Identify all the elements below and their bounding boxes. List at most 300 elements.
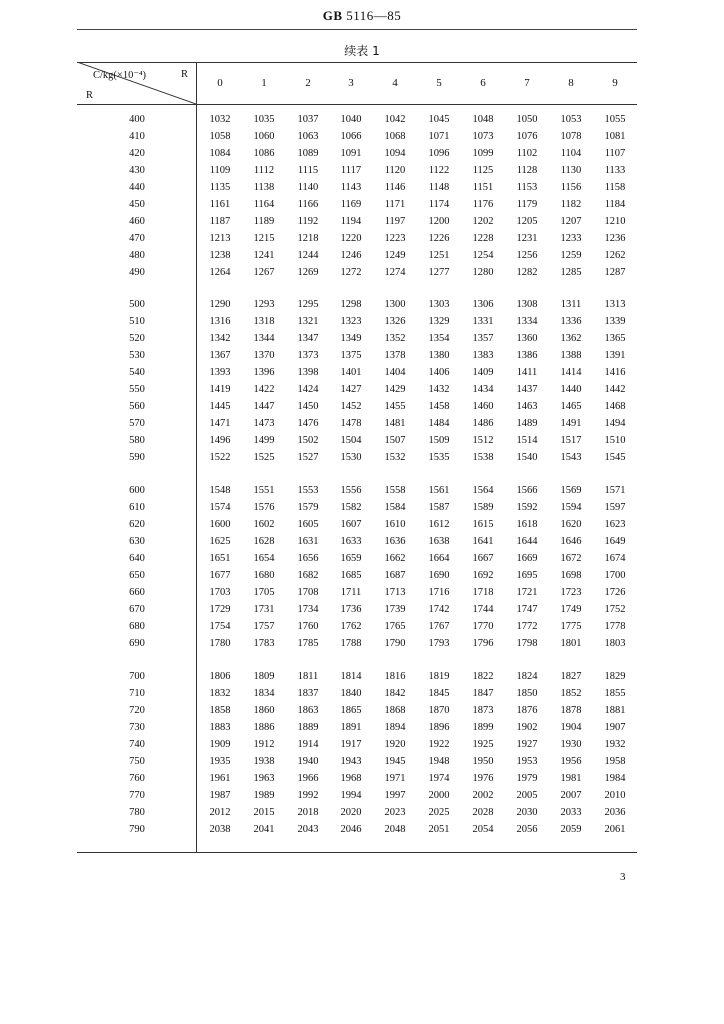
table-cell: 2028	[472, 807, 494, 818]
table-cell: 1419	[209, 384, 231, 395]
table-cell: 1948	[428, 756, 450, 767]
table-cell: 1437	[516, 384, 538, 395]
table-cell: 1329	[428, 316, 450, 327]
table-cell: 1210	[604, 216, 626, 227]
stub-divider	[196, 62, 197, 853]
table-cell: 1166	[297, 199, 319, 210]
table-cell: 1680	[253, 570, 275, 581]
table-cell: 1814	[340, 671, 362, 682]
column-header: 5	[436, 77, 442, 89]
table-cell: 1084	[209, 148, 231, 159]
table-cell: 1427	[340, 384, 362, 395]
row-label: 510	[129, 316, 145, 327]
table-cell: 1834	[253, 688, 275, 699]
table-cell: 1347	[297, 333, 319, 344]
table-cell: 1870	[428, 705, 450, 716]
table-cell: 1858	[209, 705, 231, 716]
table-cell: 1896	[428, 722, 450, 733]
table-cell: 1393	[209, 367, 231, 378]
conversion-table	[77, 62, 637, 853]
table-cell: 1636	[384, 536, 406, 547]
table-cell: 1499	[253, 435, 275, 446]
table-cell: 1894	[384, 722, 406, 733]
table-cell: 1553	[297, 485, 319, 496]
table-cell: 1050	[516, 114, 538, 125]
row-label: 700	[129, 671, 145, 682]
table-cell: 1971	[384, 773, 406, 784]
table-cell: 1865	[340, 705, 362, 716]
table-cell: 1517	[560, 435, 582, 446]
row-label: 590	[129, 452, 145, 463]
table-cell: 1760	[297, 621, 319, 632]
table-cell: 2020	[340, 807, 362, 818]
table-cell: 1099	[472, 148, 494, 159]
table-cell: 2056	[516, 824, 538, 835]
row-label: 620	[129, 519, 145, 530]
table-cell: 1963	[253, 773, 275, 784]
table-cell: 1342	[209, 333, 231, 344]
table-cell: 1981	[560, 773, 582, 784]
table-cell: 1532	[384, 452, 406, 463]
standard-code	[0, 8, 724, 24]
table-cell: 1228	[472, 233, 494, 244]
table-cell: 2041	[253, 824, 275, 835]
column-header: 6	[480, 77, 486, 89]
table-cell: 1605	[297, 519, 319, 530]
table-cell: 1422	[253, 384, 275, 395]
table-cell: 1767	[428, 621, 450, 632]
table-cell: 1370	[253, 350, 275, 361]
table-cell: 1383	[472, 350, 494, 361]
table-cell: 1754	[209, 621, 231, 632]
table-cell: 1594	[560, 502, 582, 513]
table-cell: 1476	[297, 418, 319, 429]
table-cell: 1822	[472, 671, 494, 682]
table-cell: 1711	[340, 587, 362, 598]
row-label: 710	[129, 688, 145, 699]
table-cell: 1589	[472, 502, 494, 513]
row-label: 470	[129, 233, 145, 244]
table-cell: 1192	[297, 216, 319, 227]
table-cell: 1829	[604, 671, 626, 682]
table-cell: 1303	[428, 299, 450, 310]
table-cell: 1803	[604, 638, 626, 649]
table-cell: 1362	[560, 333, 582, 344]
table-cell: 2036	[604, 807, 626, 818]
table-cell: 1055	[604, 114, 626, 125]
table-cell: 1360	[516, 333, 538, 344]
table-cell: 1852	[560, 688, 582, 699]
corner-header	[77, 62, 196, 104]
table-cell: 2023	[384, 807, 406, 818]
table-cell: 1321	[297, 316, 319, 327]
table-cell: 1904	[560, 722, 582, 733]
table-cell: 1700	[604, 570, 626, 581]
table-cell: 1543	[560, 452, 582, 463]
table-cell: 1189	[253, 216, 275, 227]
table-cell: 1997	[384, 790, 406, 801]
table-cell: 1401	[340, 367, 362, 378]
table-cell: 1357	[472, 333, 494, 344]
table-cell: 2025	[428, 807, 450, 818]
table-cell: 1615	[472, 519, 494, 530]
table-cell: 1891	[340, 722, 362, 733]
column-header: 1	[261, 77, 267, 89]
row-label: 600	[129, 485, 145, 496]
table-cell: 1440	[560, 384, 582, 395]
table-cell: 1094	[384, 148, 406, 159]
table-cell: 1489	[516, 418, 538, 429]
table-cell: 1631	[297, 536, 319, 547]
table-cell: 1442	[604, 384, 626, 395]
table-cell: 1048	[472, 114, 494, 125]
table-cell: 1391	[604, 350, 626, 361]
table-cell: 1068	[384, 131, 406, 142]
table-cell: 1842	[384, 688, 406, 699]
table-cell: 1213	[209, 233, 231, 244]
table-cell: 1455	[384, 401, 406, 412]
table-cell: 1148	[428, 182, 450, 193]
table-cell: 1091	[340, 148, 362, 159]
column-header: 3	[348, 77, 354, 89]
table-cell: 1672	[560, 553, 582, 564]
table-cell: 1269	[297, 267, 319, 278]
table-cell: 2059	[560, 824, 582, 835]
table-cell: 1367	[209, 350, 231, 361]
table-cell: 1386	[516, 350, 538, 361]
table-cell: 1280	[472, 267, 494, 278]
table-cell: 1249	[384, 250, 406, 261]
table-cell: 1171	[384, 199, 406, 210]
table-cell: 1726	[604, 587, 626, 598]
row-label: 740	[129, 739, 145, 750]
table-cell: 1832	[209, 688, 231, 699]
table-cell: 1662	[384, 553, 406, 564]
table-cell: 1215	[253, 233, 275, 244]
table-cell: 1409	[472, 367, 494, 378]
table-cell: 1290	[209, 299, 231, 310]
table-cell: 1507	[384, 435, 406, 446]
table-cell: 1927	[516, 739, 538, 750]
table-cell: 1365	[604, 333, 626, 344]
table-cell: 2005	[516, 790, 538, 801]
table-cell: 1628	[253, 536, 275, 547]
table-cell: 1659	[340, 553, 362, 564]
table-cell: 1845	[428, 688, 450, 699]
table-cell: 1293	[253, 299, 275, 310]
table-cell: 1326	[384, 316, 406, 327]
table-cell: 1109	[209, 165, 231, 176]
row-label: 680	[129, 621, 145, 632]
table-cell: 1651	[209, 553, 231, 564]
table-cell: 1179	[516, 199, 538, 210]
table-cell: 1231	[516, 233, 538, 244]
table-cell: 1788	[340, 638, 362, 649]
table-cell: 1339	[604, 316, 626, 327]
table-cell: 1071	[428, 131, 450, 142]
table-cell: 1698	[560, 570, 582, 581]
table-cell: 1744	[472, 604, 494, 615]
table-cell: 1582	[340, 502, 362, 513]
table-cell: 1262	[604, 250, 626, 261]
table-cell: 1687	[384, 570, 406, 581]
table-cell: 1244	[297, 250, 319, 261]
table-cell: 1912	[253, 739, 275, 750]
table-cell: 1654	[253, 553, 275, 564]
table-cell: 1522	[209, 452, 231, 463]
table-cell: 1961	[209, 773, 231, 784]
table-cell: 1757	[253, 621, 275, 632]
column-header: 9	[612, 77, 618, 89]
row-label: 640	[129, 553, 145, 564]
row-label: 440	[129, 182, 145, 193]
table-cell: 1463	[516, 401, 538, 412]
table-cell: 1218	[297, 233, 319, 244]
table-cell: 1778	[604, 621, 626, 632]
table-cell: 2048	[384, 824, 406, 835]
table-cell: 1752	[604, 604, 626, 615]
column-header: 4	[392, 77, 398, 89]
table-cell: 1783	[253, 638, 275, 649]
table-cell: 1979	[516, 773, 538, 784]
table-cell: 1739	[384, 604, 406, 615]
table-cell: 1976	[472, 773, 494, 784]
table-cell: 1824	[516, 671, 538, 682]
table-cell: 1793	[428, 638, 450, 649]
table-cell: 1958	[604, 756, 626, 767]
table-cell: 1375	[340, 350, 362, 361]
row-label: 750	[129, 756, 145, 767]
row-label: 540	[129, 367, 145, 378]
table-cell: 1496	[209, 435, 231, 446]
header-rule	[77, 29, 637, 30]
table-cell: 1638	[428, 536, 450, 547]
table-cell: 1514	[516, 435, 538, 446]
table-cell: 1354	[428, 333, 450, 344]
table-cell: 1349	[340, 333, 362, 344]
table-caption: 续表 1	[344, 44, 380, 58]
table-cell: 1646	[560, 536, 582, 547]
table-cell: 1790	[384, 638, 406, 649]
table-cell: 1460	[472, 401, 494, 412]
table-cell: 1974	[428, 773, 450, 784]
table-cell: 1468	[604, 401, 626, 412]
table-cell: 1432	[428, 384, 450, 395]
header-bottom-rule	[77, 104, 637, 105]
table-cell: 1396	[253, 367, 275, 378]
column-header: 2	[305, 77, 311, 89]
table-cell: 1112	[253, 165, 275, 176]
table-cell: 1558	[384, 485, 406, 496]
table-cell: 1510	[604, 435, 626, 446]
table-cell: 2061	[604, 824, 626, 835]
row-label: 720	[129, 705, 145, 716]
table-cell: 2015	[253, 807, 275, 818]
table-cell: 1096	[428, 148, 450, 159]
table-cell: 1749	[560, 604, 582, 615]
table-cell: 1143	[340, 182, 362, 193]
table-cell: 1855	[604, 688, 626, 699]
table-cell: 1207	[560, 216, 582, 227]
table-cell: 1146	[384, 182, 406, 193]
table-cell: 1721	[516, 587, 538, 598]
table-cell: 1618	[516, 519, 538, 530]
table-cell: 1545	[604, 452, 626, 463]
table-cell: 1125	[472, 165, 494, 176]
table-cell: 1238	[209, 250, 231, 261]
table-cell: 1938	[253, 756, 275, 767]
table-cell: 1122	[428, 165, 450, 176]
table-cell: 1956	[560, 756, 582, 767]
table-cell: 1042	[384, 114, 406, 125]
row-label: 660	[129, 587, 145, 598]
table-cell: 1308	[516, 299, 538, 310]
table-cell: 1445	[209, 401, 231, 412]
table-cell: 2010	[604, 790, 626, 801]
table-cell: 1989	[253, 790, 275, 801]
table-cell: 1233	[560, 233, 582, 244]
table-cell: 1484	[428, 418, 450, 429]
table-cell: 1868	[384, 705, 406, 716]
table-cell: 2046	[340, 824, 362, 835]
table-cell: 1883	[209, 722, 231, 733]
table-cell: 1548	[209, 485, 231, 496]
table-cell: 1917	[340, 739, 362, 750]
table-cell: 1801	[560, 638, 582, 649]
table-cell: 1491	[560, 418, 582, 429]
row-label: 400	[129, 114, 145, 125]
table-cell: 1053	[560, 114, 582, 125]
corner-row-label: R	[86, 90, 94, 101]
table-cell: 1850	[516, 688, 538, 699]
table-cell: 1579	[297, 502, 319, 513]
corner-column-label: R	[181, 69, 189, 80]
table-cell: 1323	[340, 316, 362, 327]
table-cell: 2033	[560, 807, 582, 818]
row-label: 780	[129, 807, 145, 818]
table-cell: 1625	[209, 536, 231, 547]
table-cell: 1734	[297, 604, 319, 615]
table-cell: 1380	[428, 350, 450, 361]
table-cell: 1251	[428, 250, 450, 261]
table-cell: 1138	[253, 182, 275, 193]
table-cell: 1140	[297, 182, 319, 193]
table-cell: 1447	[253, 401, 275, 412]
table-cell: 1731	[253, 604, 275, 615]
table-cell: 1306	[472, 299, 494, 310]
row-label: 460	[129, 216, 145, 227]
table-cell: 1587	[428, 502, 450, 513]
table-cell: 1334	[516, 316, 538, 327]
row-label: 610	[129, 502, 145, 513]
table-cell: 2007	[560, 790, 582, 801]
table-cell: 1411	[516, 367, 538, 378]
table-cell: 1984	[604, 773, 626, 784]
table-cell: 1300	[384, 299, 406, 310]
table-cell: 1504	[340, 435, 362, 446]
table-cell: 1574	[209, 502, 231, 513]
table-cell: 1729	[209, 604, 231, 615]
row-label: 580	[129, 435, 145, 446]
table-cell: 1076	[516, 131, 538, 142]
table-cell: 1966	[297, 773, 319, 784]
table-cell: 1600	[209, 519, 231, 530]
table-cell: 1259	[560, 250, 582, 261]
table-cell: 1135	[209, 182, 231, 193]
table-cell: 1953	[516, 756, 538, 767]
table-cell: 1107	[604, 148, 626, 159]
table-cell: 1120	[384, 165, 406, 176]
table-cell: 1066	[340, 131, 362, 142]
table-cell: 1169	[340, 199, 362, 210]
row-label: 420	[129, 148, 145, 159]
column-header: 8	[568, 77, 574, 89]
table-cell: 1264	[209, 267, 231, 278]
table-cell: 1736	[340, 604, 362, 615]
table-cell: 1164	[253, 199, 275, 210]
table-cell: 1690	[428, 570, 450, 581]
table-cell: 1502	[297, 435, 319, 446]
table-cell: 1716	[428, 587, 450, 598]
table-cell: 1881	[604, 705, 626, 716]
row-label: 630	[129, 536, 145, 547]
table-cell: 1481	[384, 418, 406, 429]
standard-prefix: GB	[322, 8, 343, 23]
table-cell: 1677	[209, 570, 231, 581]
table-cell: 1525	[253, 452, 275, 463]
table-cell: 1571	[604, 485, 626, 496]
table-cell: 1723	[560, 587, 582, 598]
table-cell: 1669	[516, 553, 538, 564]
table-cell: 1035	[253, 114, 275, 125]
table-cell: 2018	[297, 807, 319, 818]
table-cell: 1538	[472, 452, 494, 463]
table-cell: 1267	[253, 267, 275, 278]
table-cell: 1205	[516, 216, 538, 227]
table-cell: 1798	[516, 638, 538, 649]
table-cell: 1414	[560, 367, 582, 378]
table-cell: 1742	[428, 604, 450, 615]
corner-unit-label: C/kg(×10⁻⁴)	[93, 70, 147, 81]
table-cell: 1992	[297, 790, 319, 801]
table-cell: 1920	[384, 739, 406, 750]
table-cell: 1569	[560, 485, 582, 496]
table-cell: 1202	[472, 216, 494, 227]
table-cell: 1623	[604, 519, 626, 530]
row-label: 430	[129, 165, 145, 176]
page-number: 3	[620, 871, 626, 883]
table-cell: 1909	[209, 739, 231, 750]
table-cell: 1695	[516, 570, 538, 581]
table-cell: 1561	[428, 485, 450, 496]
table-cell: 1556	[340, 485, 362, 496]
table-cell: 1153	[516, 182, 538, 193]
table-cell: 1060	[253, 131, 275, 142]
table-cell: 1429	[384, 384, 406, 395]
table-cell: 1115	[297, 165, 319, 176]
table-cell: 1873	[472, 705, 494, 716]
table-cell: 1318	[253, 316, 275, 327]
table-cell: 1452	[340, 401, 362, 412]
table-cell: 1914	[297, 739, 319, 750]
table-cell: 2038	[209, 824, 231, 835]
table-cell: 1576	[253, 502, 275, 513]
table-cell: 1685	[340, 570, 362, 581]
table-cell: 1282	[516, 267, 538, 278]
table-cell: 1352	[384, 333, 406, 344]
table-cell: 1450	[297, 401, 319, 412]
table-cell: 1158	[604, 182, 626, 193]
